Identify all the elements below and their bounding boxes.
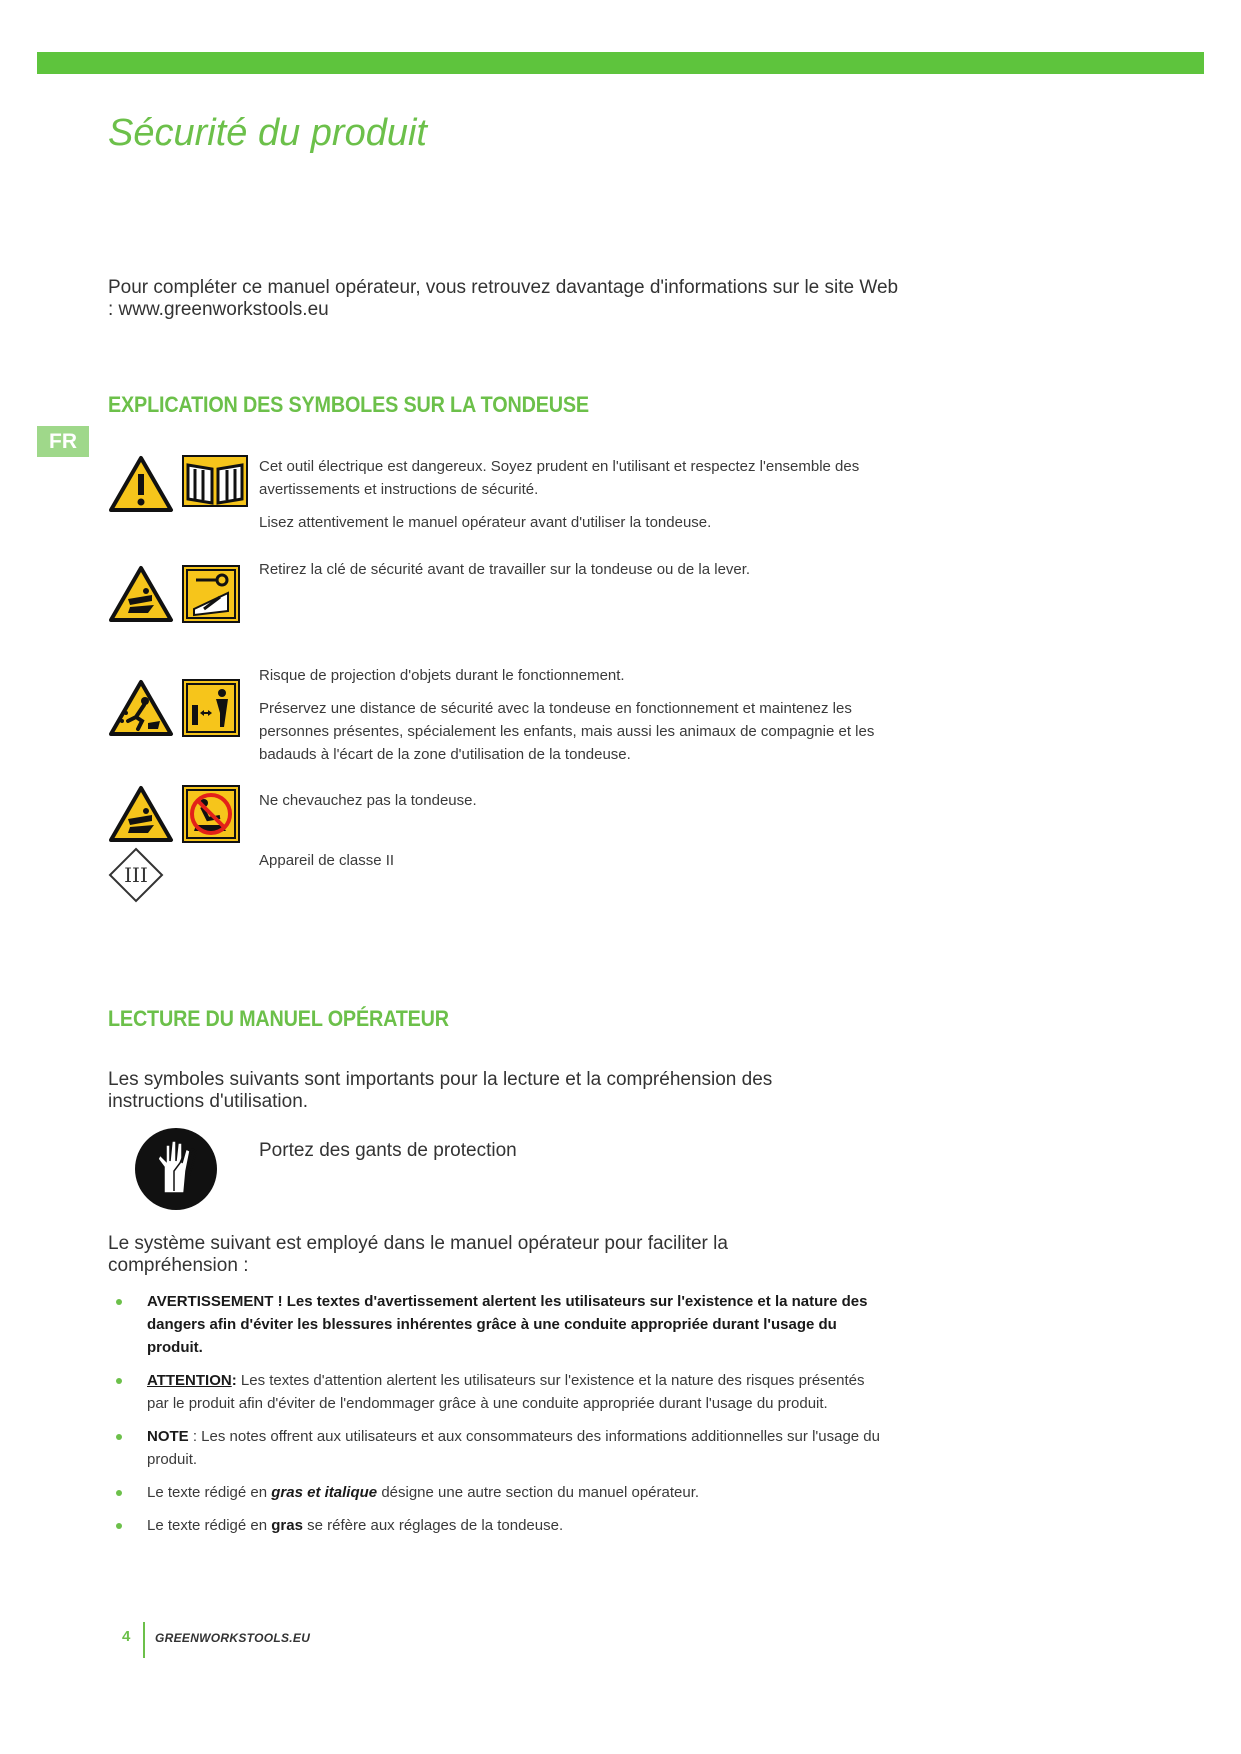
bold-word: gras xyxy=(271,1517,303,1534)
language-tab: FR xyxy=(37,426,89,457)
symbol-text: Cet outil électrique est dangereux. Soyez prudent en l'utilisant et respectez l'ensemble des avertissements et instructions de sécurité. xyxy=(259,458,860,498)
footer-site: GREENWORKSTOOLS.EU xyxy=(155,1631,311,1645)
bold-pre: Le texte rédigé en xyxy=(147,1517,268,1534)
symbol-text: Préservez une distance de sécurité avec la tondeuse en fonctionnement et maintenez les personnes présentes, spécialement les enfants, mais aussi les animaux de compagnie et les badauds à l'écart de la zone d'utilisation de la tondeuse. xyxy=(259,700,875,763)
note-text: : Les notes offrent aux utilisateurs et aux consommateurs des informations additionnelles sur l'usage du produit. xyxy=(147,1428,880,1468)
class-ii-icon xyxy=(108,847,164,903)
symbol-row-5-icons xyxy=(108,847,164,903)
symbol-text: Retirez la clé de sécurité avant de travailler sur la tondeuse ou de la lever. xyxy=(259,561,751,578)
symbol-row-4-icons xyxy=(108,785,240,843)
symbols-heading: EXPLICATION DES SYMBOLES SUR LA TONDEUSE xyxy=(108,392,589,417)
symbol-row-1-icons xyxy=(108,455,248,513)
bold-italic-pre: Le texte rédigé en xyxy=(147,1484,268,1501)
manual-heading: LECTURE DU MANUEL OPÉRATEUR xyxy=(108,1006,449,1031)
symbol-text: Risque de projection d'objets durant le fonctionnement. xyxy=(259,667,625,684)
list-item xyxy=(108,1481,888,1504)
gloves-label: Portez des gants de protection xyxy=(259,1140,517,1161)
bullet-dot xyxy=(116,1523,122,1529)
bullet-dot xyxy=(116,1378,122,1384)
warning-text: Les textes d'avertissement alertent les utilisateurs sur l'existence et la nature des dangers afin d'éviter les blessures inhérentes grâce à une conduite appropriée durant l'usage du produit. xyxy=(147,1293,868,1356)
symbol-row-1-text xyxy=(259,455,889,544)
bullet-dot xyxy=(116,1490,122,1496)
protective-gloves-icon xyxy=(134,1127,218,1211)
attention-text: Les textes d'attention alertent les utilisateurs sur l'existence et la nature des risques présentés par le produit afin d'éviter de l'endommager grâce à une conduite appropriée durant l'usage du produit. xyxy=(147,1372,865,1412)
list-item xyxy=(108,1369,888,1415)
blade-hazard-icon xyxy=(108,785,174,843)
warning-label: AVERTISSEMENT ! xyxy=(147,1293,283,1310)
bullet-dot xyxy=(116,1434,122,1440)
symbol-row-4-text xyxy=(259,789,889,822)
conventions-list xyxy=(108,1290,888,1547)
remove-key-icon xyxy=(182,565,240,623)
note-label: NOTE xyxy=(147,1428,189,1445)
list-item xyxy=(108,1425,888,1471)
attention-label: ATTENTION xyxy=(147,1372,232,1389)
warning-exclamation-icon xyxy=(108,455,174,513)
bullet-dot xyxy=(116,1299,122,1305)
bold-italic-word: gras et italique xyxy=(271,1484,378,1501)
system-paragraph: Le système suivant est employé dans le manuel opérateur pour faciliter la compréhension : xyxy=(108,1233,728,1276)
intro-paragraph: Pour compléter ce manuel opérateur, vous retrouvez davantage d'informations sur le site Web : www.greenworkstools.eu xyxy=(108,277,899,320)
list-item xyxy=(108,1514,888,1537)
footer-separator xyxy=(143,1622,145,1658)
read-manual-icon xyxy=(182,455,248,507)
glove-symbol xyxy=(134,1127,218,1216)
top-green-bar xyxy=(37,52,1204,74)
symbol-row-2-icons xyxy=(108,565,240,623)
symbol-text: Appareil de classe II xyxy=(259,852,395,869)
keep-distance-icon xyxy=(182,679,240,737)
blade-hazard-icon xyxy=(108,565,174,623)
thrown-objects-hazard-icon xyxy=(108,679,174,737)
no-riding-icon xyxy=(182,785,240,843)
bold-post: se réfère aux réglages de la tondeuse. xyxy=(307,1517,564,1534)
bold-italic-post: désigne une autre section du manuel opérateur. xyxy=(381,1484,700,1501)
manual-intro: Les symboles suivants sont importants pour la lecture et la compréhension des instructions d'utilisation. xyxy=(108,1069,773,1112)
symbol-row-3-icons xyxy=(108,679,240,737)
page-number: 4 xyxy=(122,1628,131,1645)
symbol-row-3-text xyxy=(259,664,889,776)
symbol-text: Lisez attentivement le manuel opérateur avant d'utiliser la tondeuse. xyxy=(259,514,712,531)
symbol-text: Ne chevauchez pas la tondeuse. xyxy=(259,792,477,809)
class-ii-mark: III xyxy=(124,863,148,887)
attention-colon: : xyxy=(231,1372,237,1389)
symbol-row-2-text xyxy=(259,558,889,591)
page-title: Sécurité du produit xyxy=(108,112,427,154)
symbol-row-5-text xyxy=(259,849,889,882)
list-item xyxy=(108,1290,888,1359)
